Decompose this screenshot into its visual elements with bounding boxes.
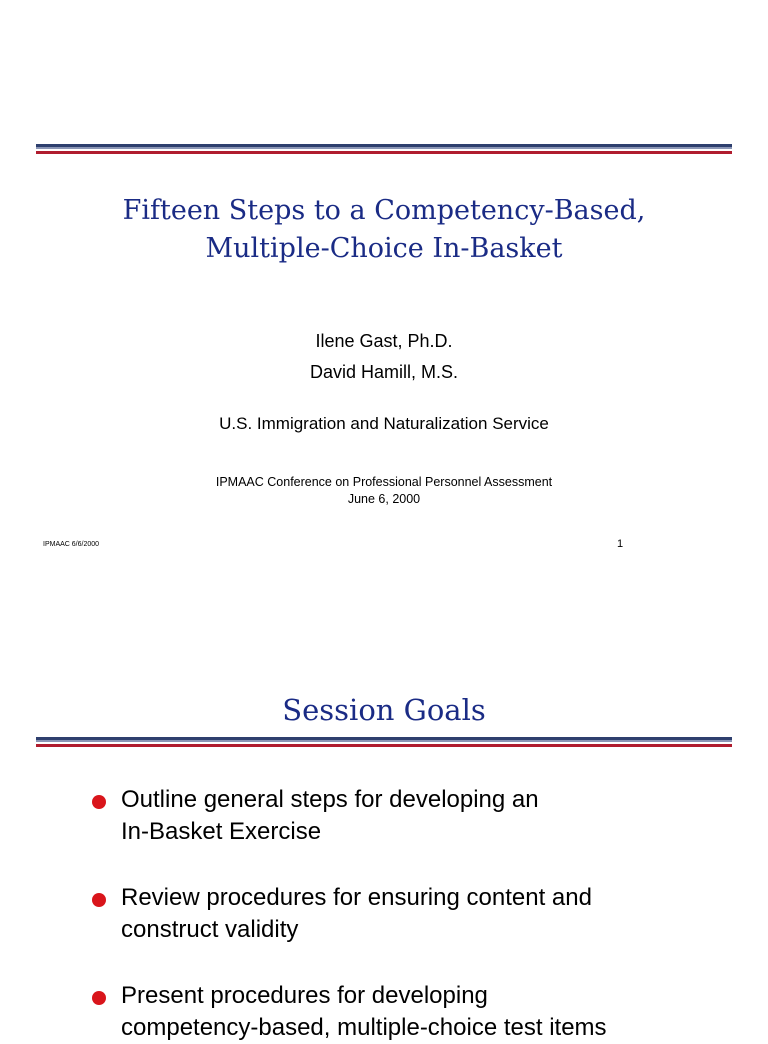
bullet-dot-icon [92,893,106,907]
author-2: David Hamill, M.S. [309,362,459,382]
bullet-line: Outline general steps for developing an [121,786,539,813]
session-goals-slide [0,600,768,1041]
author-1: Ilene Gast, Ph.D. [315,331,453,351]
slide-footer: IPMAAC 6/6/2000 [43,541,100,548]
bullet-line: construct validity [121,916,299,943]
slide-title-line-1: Fifteen Steps to a Competency-Based, [122,195,646,226]
conference-info [0,474,768,508]
bullet-line: competency-based, multiple-choice test items [121,1014,607,1041]
bullet-dot-icon [92,795,106,809]
conference-date: June 6, 2000 [347,492,421,506]
slide-title-line-2: Multiple-Choice In-Basket [205,233,563,264]
session-goals-title: Session Goals [282,693,486,727]
authors [0,326,768,388]
bullet-line: In-Basket Exercise [121,818,322,845]
conference-name: IPMAAC Conference on Professional Personnel Assessment [215,475,553,489]
page-number: 1 [617,538,624,550]
bullet-line: Review procedures for ensuring content and [121,884,592,911]
bullet-line: Present procedures for developing [121,982,488,1009]
bullet-dot-icon [92,991,106,1005]
header-rule [36,737,732,749]
slide-title [0,192,768,268]
header-rule [36,144,732,156]
organization: U.S. Immigration and Naturalization Service [219,414,549,433]
